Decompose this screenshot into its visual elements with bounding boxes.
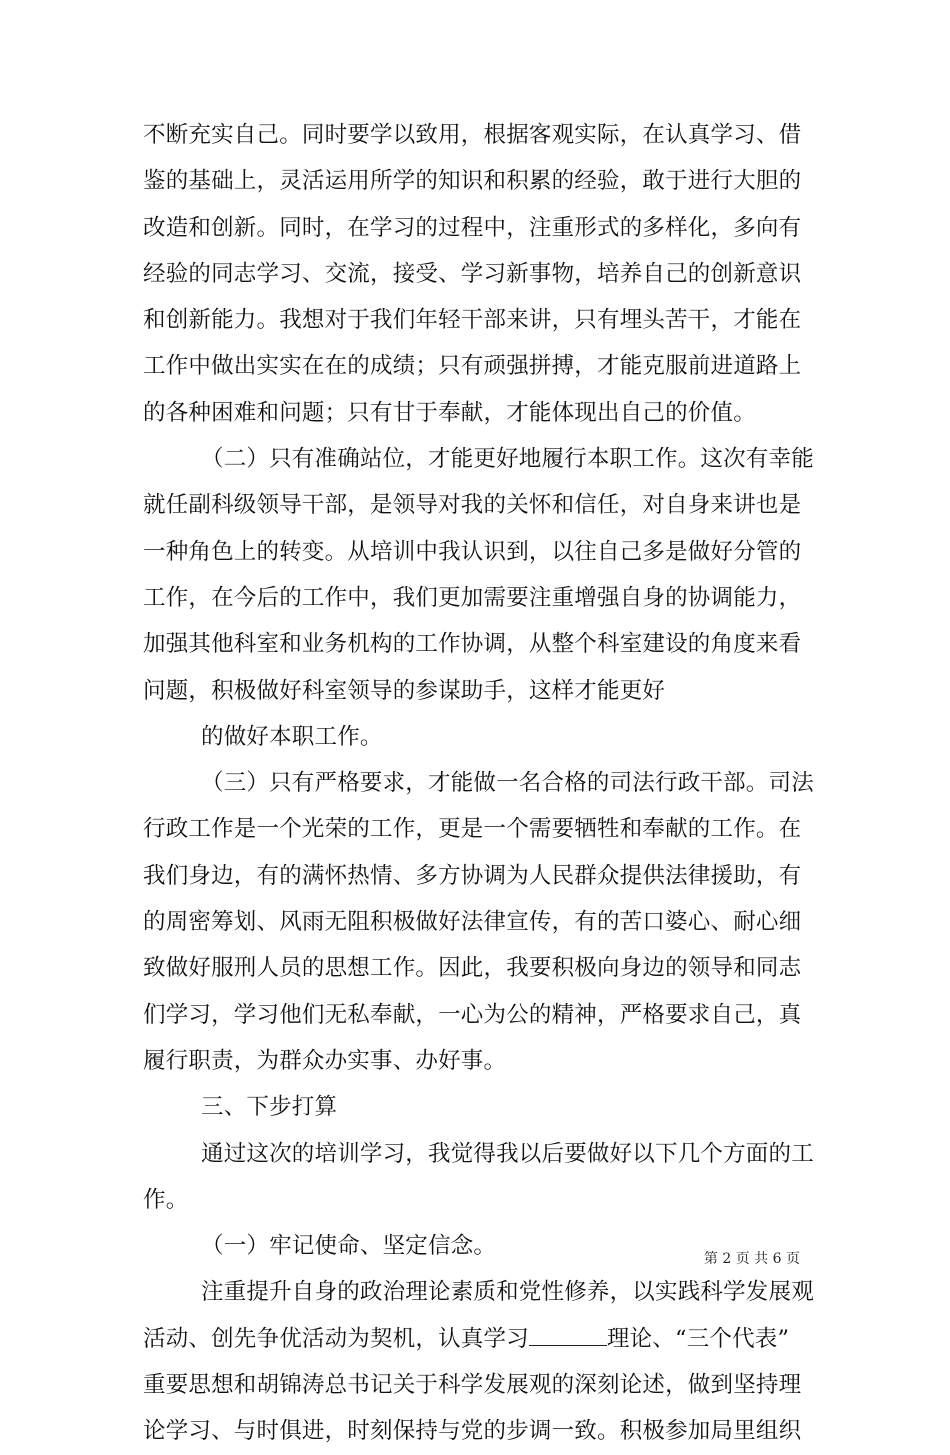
text-line: 履行职责，为群众办实事、办好事。 (143, 1047, 507, 1074)
text-line: 的周密筹划、风雨无阻积极做好法律宣传，有的苦口婆心、耐心细 (143, 909, 802, 936)
text-line: 和创新能力。我想对于我们年轻干部来讲，只有埋头苦干，才能在 (143, 307, 802, 334)
text-line: 经验的同志学习、交流，接受、学习新事物，培养自己的创新意识 (143, 260, 802, 287)
blank-line-prefix: 活动、创先争优活动为契机，认真学习 (143, 1325, 529, 1352)
text-line: 的做好本职工作。 (201, 723, 383, 750)
text-line: 一种角色上的转变。从培训中我认识到，以往自己多是做好分管的 (143, 538, 802, 565)
paragraph-lines (143, 112, 813, 1316)
page-number-footer: 第 2 页 共 6 页 (703, 1251, 800, 1267)
text-line: 工作中做出实实在在的成绩；只有顽强拼搏，才能克服前进道路上 (143, 353, 802, 380)
text-line-with-blank (143, 1316, 813, 1362)
text-line: 就任副科级领导干部，是领导对我的关怀和信任，对自身来讲也是 (143, 492, 802, 519)
text-line: 加强其他科室和业务机构的工作协调，从整个科室建设的角度来看 (143, 631, 802, 658)
text-line: 我们身边，有的满怀热情、多方协调为人民群众提供法律援助，有 (143, 862, 802, 889)
text-line: 重要思想和胡锦涛总书记关于科学发展观的深刻论述，做到坚持理 (143, 1372, 802, 1399)
text-line: 作。 (143, 1186, 189, 1213)
text-line: 三、下步打算 (201, 1094, 338, 1121)
text-line: 论学习、与时俱进，时刻保持与党的步调一致。积极参加局里组织 (143, 1418, 802, 1445)
text-line: （一）牢记使命、坚定信念。 (201, 1233, 497, 1260)
blank-line-suffix: 理论、“三个代表” (606, 1325, 790, 1352)
text-line: 鉴的基础上，灵活运用所学的知识和积累的经验，敢于进行大胆的 (143, 168, 802, 195)
text-line: 致做好服刑人员的思想工作。因此，我要积极向身边的领导和同志 (143, 955, 802, 982)
text-line: 工作，在今后的工作中，我们更加需要注重增强自身的协调能力， (143, 584, 802, 611)
text-line: 不断充实自己。同时要学以致用，根据客观实际，在认真学习、借 (143, 122, 802, 148)
paragraph-tail-lines (143, 1362, 813, 1455)
text-line: 行政工作是一个光荣的工作，更是一个需要牺牲和奉献的工作。在 (143, 816, 802, 843)
text-line: 通过这次的培训学习，我觉得我以后要做好以下几个方面的工 (201, 1140, 814, 1167)
text-line: 改造和创新。同时，在学习的过程中，注重形式的多样化，多向有 (143, 214, 802, 241)
fill-in-blank (529, 1327, 607, 1346)
text-line: （三）只有严格要求，才能做一名合格的司法行政干部。司法 (201, 770, 814, 797)
text-line: 们学习，学习他们无私奉献，一心为公的精神，严格要求自己，真 (143, 1001, 802, 1028)
text-line: 问题，积极做好科室领导的参谋助手，这样才能更好 (143, 677, 666, 704)
text-line: 注重提升自身的政治理论素质和党性修养，以实践科学发展观 (201, 1279, 814, 1306)
text-line: （二）只有准确站位，才能更好地履行本职工作。这次有幸能 (201, 446, 814, 473)
text-line: 的各种困难和问题；只有甘于奉献，才能体现出自己的价值。 (143, 399, 756, 426)
